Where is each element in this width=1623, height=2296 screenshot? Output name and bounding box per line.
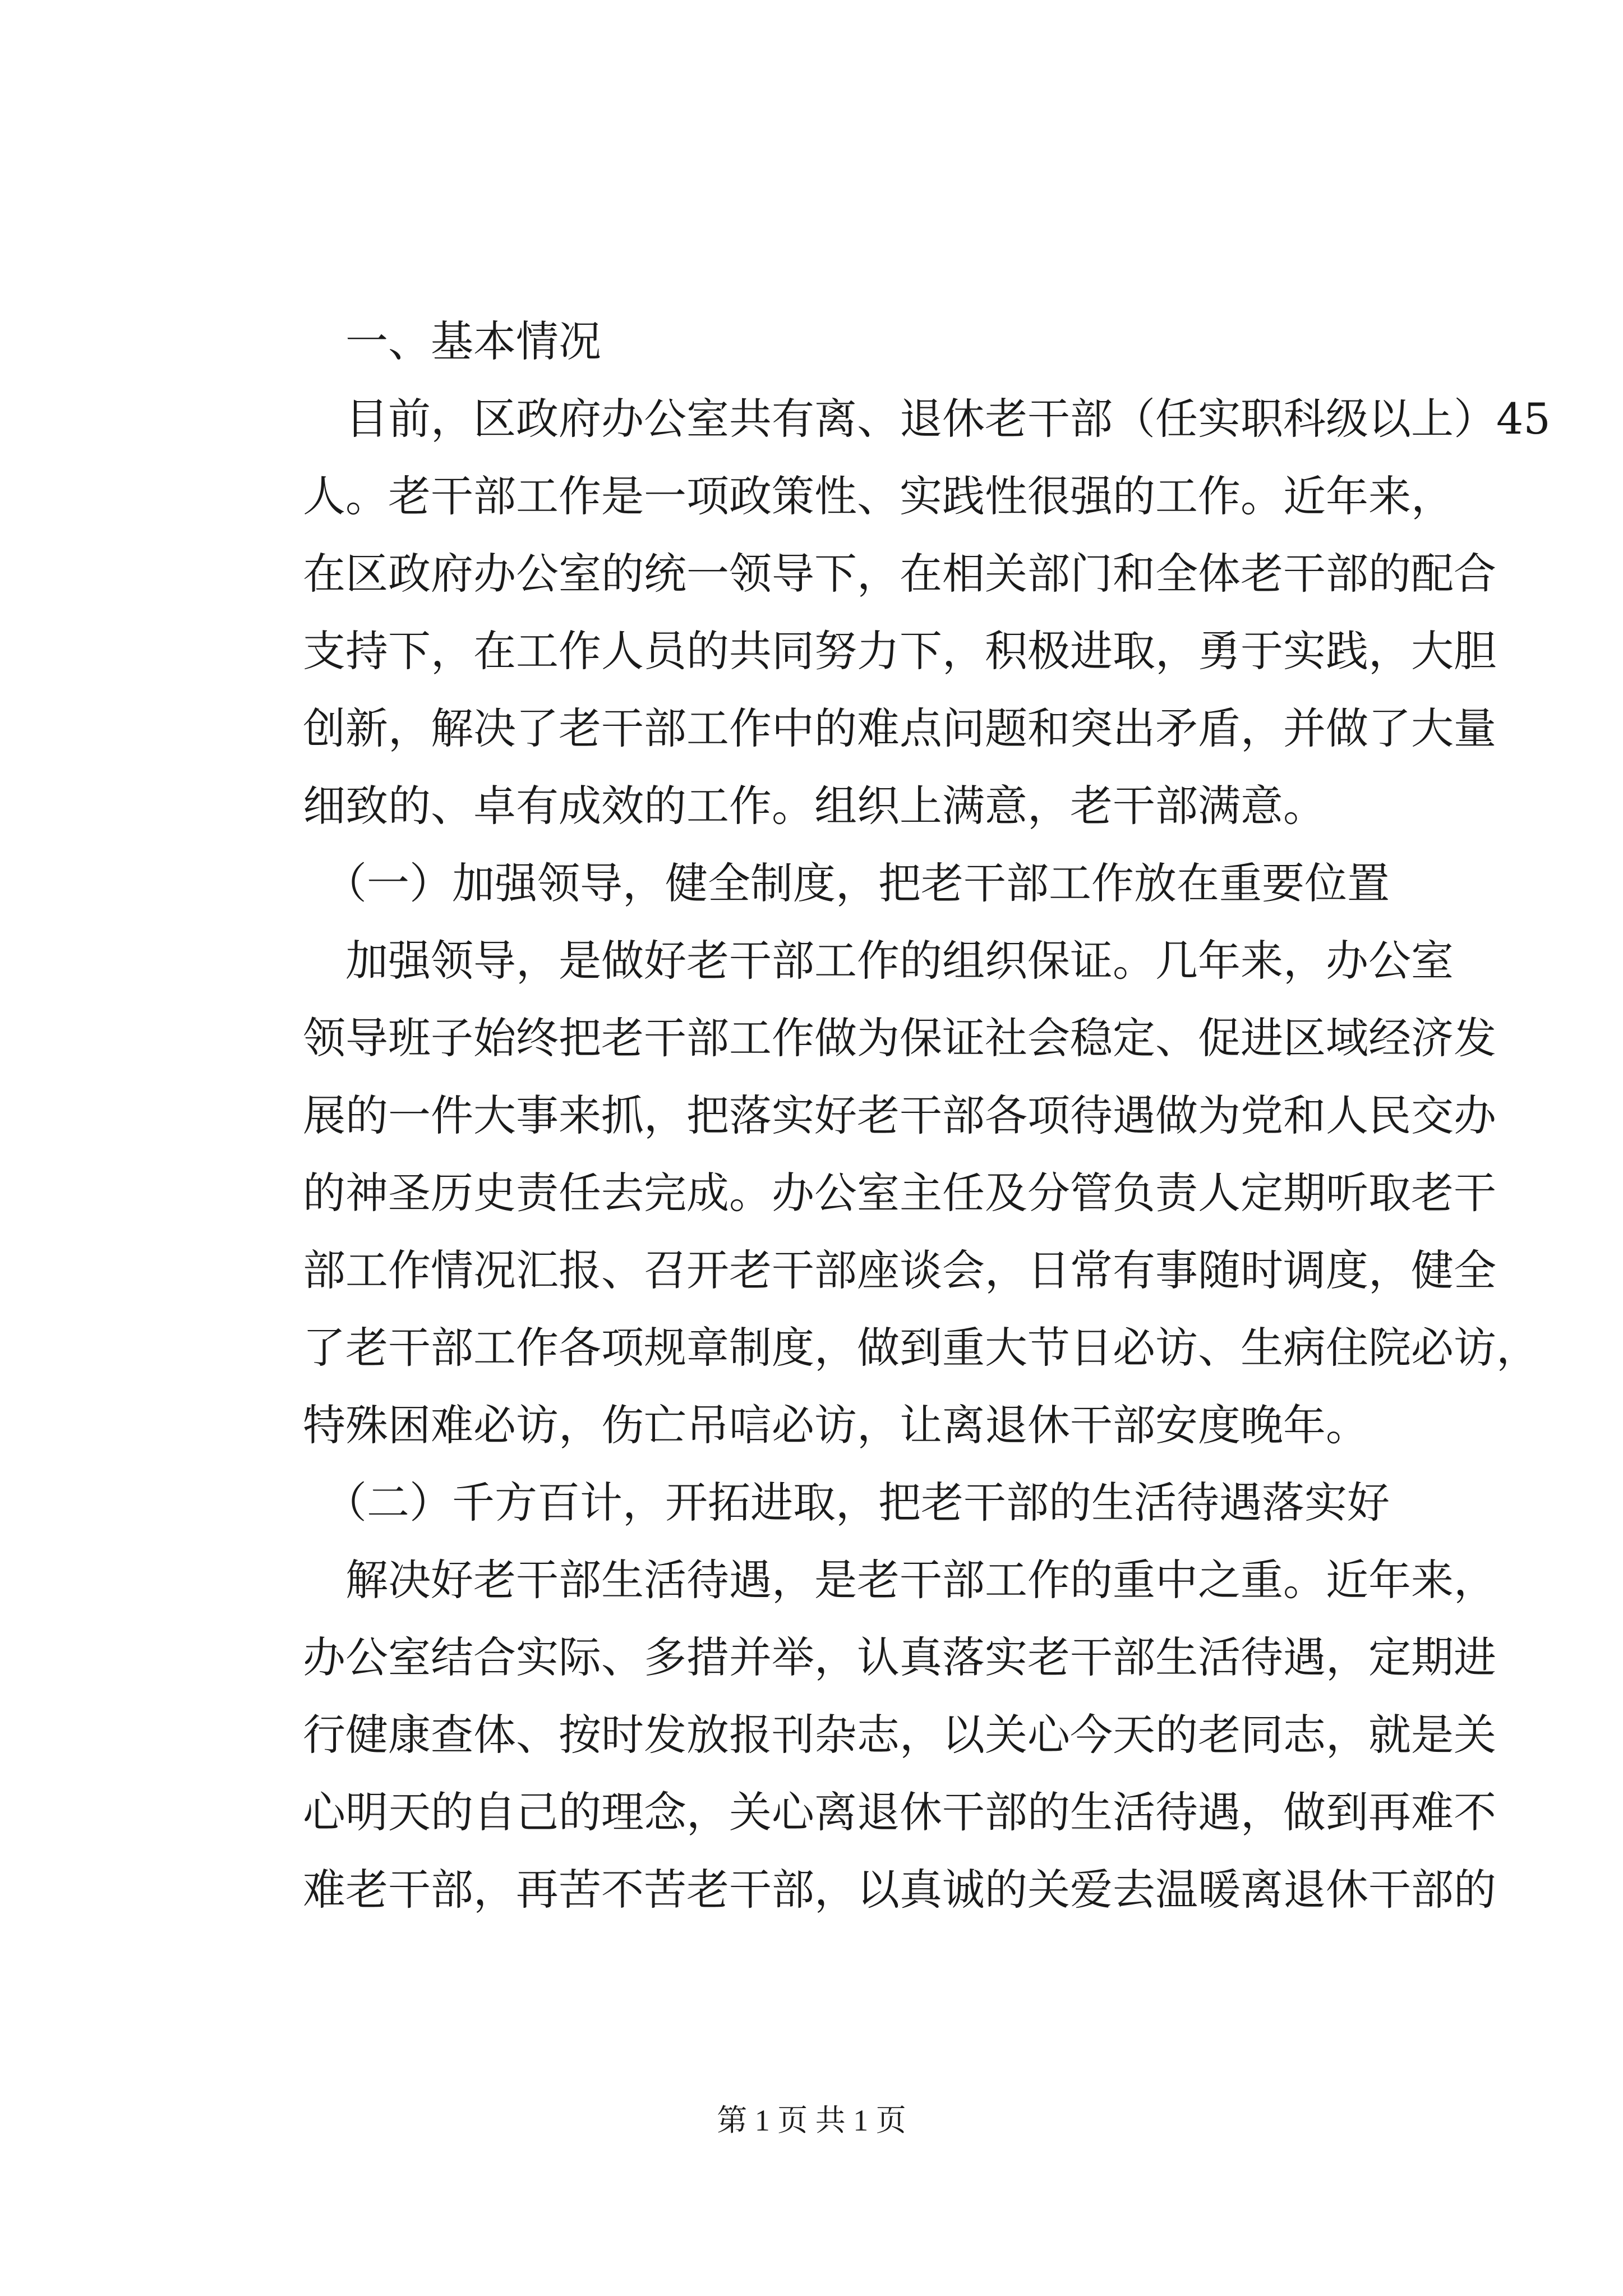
paragraph-line: 解决好老干部生活待遇，是老干部工作的重中之重。近年来， bbox=[303, 1555, 1496, 1605]
paragraph-line: 领导班子始终把老干部工作做为保证社会稳定、促进区域经济发 bbox=[303, 1013, 1496, 1063]
section-heading-basic-situation: 一、基本情况 bbox=[303, 316, 601, 366]
paragraph-line: 人。老干部工作是一项政策性、实践性很强的工作。近年来， bbox=[303, 471, 1454, 521]
paragraph-line: 细致的、卓有成效的工作。组织上满意，老干部满意。 bbox=[303, 781, 1326, 831]
paragraph-line: 心明天的自己的理念，关心离退休干部的生活待遇，做到再难不 bbox=[303, 1787, 1496, 1837]
page-footer: 第 1 页 共 1 页 bbox=[717, 2104, 906, 2137]
paragraph-line: 办公室结合实际、多措并举，认真落实老干部生活待遇，定期进 bbox=[303, 1632, 1496, 1682]
paragraph-line: 难老干部，再苦不苦老干部，以真诚的关爱去温暖离退休干部的 bbox=[303, 1865, 1496, 1915]
paragraph-line: 目前，区政府办公室共有离、退休老干部（任实职科级以上）45 bbox=[303, 394, 1551, 444]
paragraph-line: 加强领导，是做好老干部工作的组织保证。几年来，办公室 bbox=[303, 936, 1454, 986]
subsection-heading-1: （一）加强领导，健全制度，把老干部工作放在重要位置 bbox=[303, 858, 1390, 908]
paragraph-line: 创新，解决了老干部工作中的难点问题和突出矛盾，并做了大量 bbox=[303, 703, 1496, 753]
subsection-heading-2: （二）千方百计，开拓进取，把老干部的生活待遇落实好 bbox=[303, 1478, 1390, 1527]
paragraph-line: 展的一件大事来抓，把落实好老干部各项待遇做为党和人民交办 bbox=[303, 1091, 1496, 1140]
paragraph-line: 特殊困难必访，伤亡吊唁必访，让离退休干部安度晚年。 bbox=[303, 1400, 1368, 1450]
paragraph-line: 了老干部工作各项规章制度，做到重大节日必访、生病住院必访， bbox=[303, 1323, 1539, 1373]
document-body bbox=[303, 303, 1551, 1929]
paragraph-line: 的神圣历史责任去完成。办公室主任及分管负责人定期听取老干 bbox=[303, 1168, 1496, 1218]
paragraph-line: 行健康查体、按时发放报刊杂志，以关心今天的老同志，就是关 bbox=[303, 1710, 1496, 1760]
paragraph-line: 支持下，在工作人员的共同努力下，积极进取，勇于实践，大胆 bbox=[303, 626, 1496, 676]
paragraph-line: 在区政府办公室的统一领导下，在相关部门和全体老干部的配合 bbox=[303, 549, 1496, 599]
paragraph-line: 部工作情况汇报、召开老干部座谈会，日常有事随时调度，健全 bbox=[303, 1245, 1496, 1295]
